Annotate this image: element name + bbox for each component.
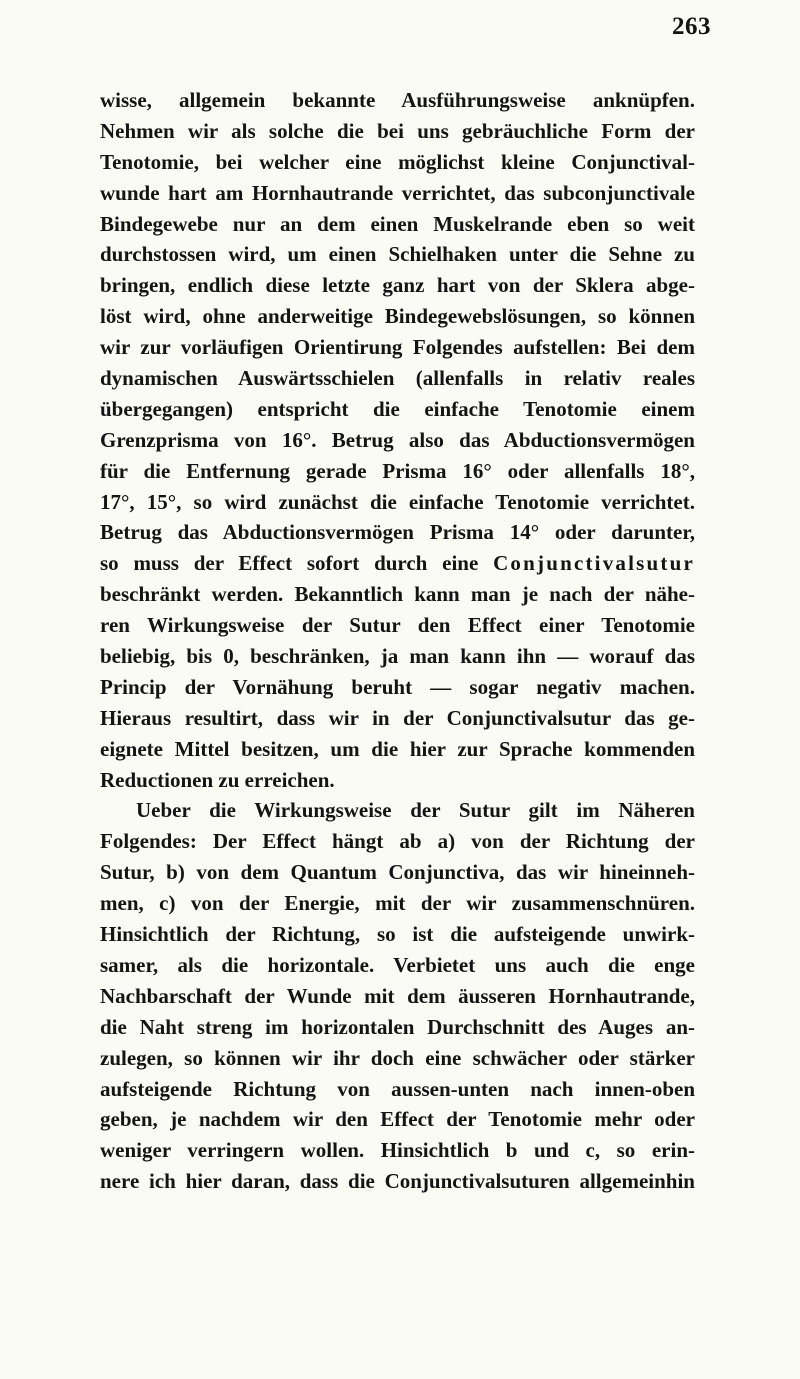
text-line: wir zur vorläufigen Orientirung Folgendes aufstellen: Bei dem — [100, 335, 695, 360]
text-line: die Naht streng im horizontalen Durchschnitt des Auges an- — [100, 1014, 695, 1039]
text-line: bringen, endlich diese letzte ganz hart von der Sklera abge- — [100, 273, 695, 298]
text-line: Tenotomie, bei welcher eine möglichst kleine Conjunctival- — [100, 149, 695, 174]
emphasized-term: Conjunctivalsutur — [493, 551, 695, 576]
text-line: Folgendes: Der Effect hängt ab a) von der Richtung der — [100, 829, 695, 854]
text-line: zulegen, so können wir ihr doch eine schwächer oder stärker — [100, 1045, 695, 1070]
text-line: Hinsichtlich der Richtung, so ist die aufsteigende unwirk- — [100, 922, 695, 947]
text-line: Betrug das Abductionsvermögen Prisma 14° oder darunter, — [100, 520, 695, 545]
text-line: Nehmen wir als solche die bei uns gebräuchliche Form der — [100, 118, 695, 143]
text-line: nere ich hier daran, dass die Conjunctivalsuturen allgemeinhin — [100, 1169, 695, 1194]
page-number: 263 — [672, 13, 711, 40]
paragraph-1 — [100, 85, 695, 795]
text-line: Bindegewebe nur an dem einen Muskelrande eben so weit — [100, 211, 695, 236]
text-line: eignete Mittel besitzen, um die hier zur Sprache kommenden — [100, 736, 695, 761]
text-line: aufsteigende Richtung von aussen-unten nach innen-oben — [100, 1076, 695, 1101]
text-line: dynamischen Auswärtsschielen (allenfalls in relativ reales — [100, 366, 695, 391]
text-line: durchstossen wird, um einen Schielhaken unter die Sehne zu — [100, 242, 695, 267]
text-line: weniger verringern wollen. Hinsichtlich b und c, so erin- — [100, 1138, 695, 1163]
text-line: löst wird, ohne anderweitige Bindegewebslösungen, so können — [100, 304, 695, 329]
text-line: übergegangen) entspricht die einfache Tenotomie einem — [100, 396, 695, 421]
text-line: beliebig, bis 0, beschränken, ja man kann ihn — worauf das — [100, 644, 695, 669]
text-line: samer, als die horizontale. Verbietet uns auch die enge — [100, 952, 695, 977]
paragraph-2 — [100, 795, 695, 1197]
text-line: Sutur, b) von dem Quantum Conjunctiva, das wir hineinneh- — [100, 860, 695, 885]
text-line: wisse, allgemein bekannte Ausführungsweise anknüpfen. — [100, 88, 695, 112]
text-line: Nachbarschaft der Wunde mit dem äusseren Hornhautrande, — [100, 983, 695, 1008]
text-line: beschränkt werden. Bekanntlich kann man je nach der nähe- — [100, 582, 695, 607]
text-line: Reductionen zu erreichen. — [100, 767, 335, 792]
text-line: geben, je nachdem wir den Effect der Tenotomie mehr oder — [100, 1107, 695, 1132]
text-segment: so muss der Effect sofort durch eine — [100, 551, 494, 576]
text-line: Ueber die Wirkungsweise der Sutur gilt im Näheren — [136, 798, 695, 823]
text-line: 17°, 15°, so wird zunächst die einfache Tenotomie verrichtet. — [100, 489, 695, 514]
text-line: men, c) von der Energie, mit der wir zusammenschnüren. — [100, 891, 695, 916]
text-line: ren Wirkungsweise der Sutur den Effect einer Tenotomie — [100, 613, 695, 638]
text-body — [100, 85, 695, 1197]
text-line: für die Entfernung gerade Prisma 16° oder allenfalls 18°, — [100, 458, 695, 483]
text-line: wunde hart am Hornhautrande verrichtet, das subconjunctivale — [100, 180, 695, 205]
text-line: Hieraus resultirt, dass wir in der Conjunctivalsutur das ge- — [100, 705, 695, 730]
text-line: Grenzprisma von 16°. Betrug also das Abductionsvermögen — [100, 427, 695, 452]
text-line — [100, 548, 695, 579]
text-line: Princip der Vornähung beruht — sogar negativ machen. — [100, 674, 695, 699]
